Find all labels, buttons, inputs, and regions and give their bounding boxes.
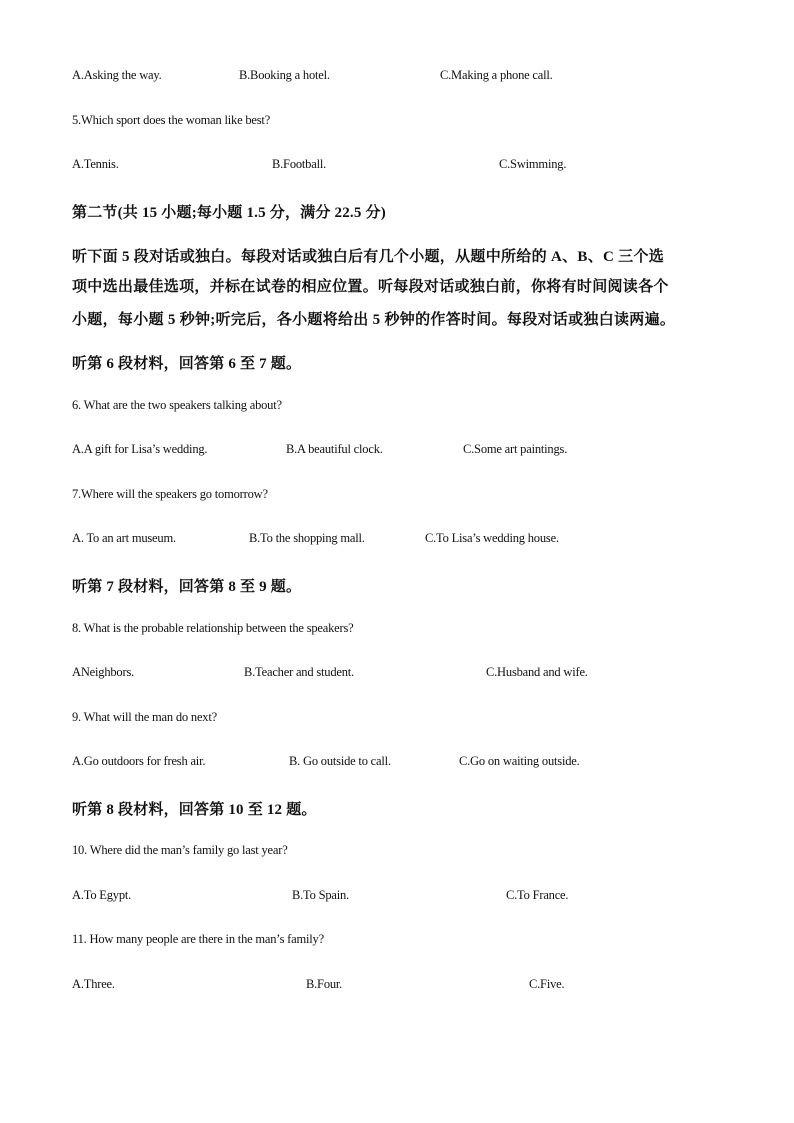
q9-question: 9. What will the man do next? — [72, 710, 217, 724]
section2-instructions-line1: 听下面 5 段对话或独白。每段对话或独白后有几个小题，从题中所给的 A、B、C 三个选 — [72, 249, 665, 265]
material6-heading: 听第 6 段材料，回答第 6 至 7 题。 — [72, 356, 302, 372]
q10-question: 10. Where did the man’s family go last year? — [72, 843, 288, 857]
q5-option-b: B.Football. — [272, 157, 327, 171]
q6-question: 6. What are the two speakers talking about? — [72, 398, 282, 412]
q4-option-b: B.Booking a hotel. — [239, 68, 330, 82]
q9-option-a: A.Go outdoors for fresh air. — [72, 754, 206, 768]
q11-option-a: A.Three. — [72, 977, 115, 991]
q11-option-c: C.Five. — [529, 977, 565, 991]
material7-heading: 听第 7 段材料，回答第 8 至 9 题。 — [72, 579, 302, 595]
q10-option-c: C.To France. — [506, 888, 569, 902]
q9-option-b: B. Go outside to call. — [289, 754, 391, 768]
q11-question: 11. How many people are there in the man’s family? — [72, 932, 324, 946]
q5-question: 5.Which sport does the woman like best? — [72, 113, 271, 127]
q7-question: 7.Where will the speakers go tomorrow? — [72, 487, 268, 501]
q4-option-a: A.Asking the way. — [72, 68, 162, 82]
q5-option-c: C.Swimming. — [499, 157, 567, 171]
section2-title: 第二节(共 15 小题;每小题 1.5 分，满分 22.5 分) — [72, 205, 386, 221]
q8-option-c: C.Husband and wife. — [486, 665, 588, 679]
q9-option-c: C.Go on waiting outside. — [459, 754, 580, 768]
q6-option-c: C.Some art paintings. — [463, 442, 568, 456]
q8-option-a: ANeighbors. — [72, 665, 135, 679]
q6-option-a: A.A gift for Lisa’s wedding. — [72, 442, 208, 456]
material8-heading: 听第 8 段材料，回答第 10 至 12 题。 — [72, 802, 317, 818]
q7-option-b: B.To the shopping mall. — [249, 531, 365, 545]
q8-question: 8. What is the probable relationship between the speakers? — [72, 621, 354, 635]
q4-option-c: C.Making a phone call. — [440, 68, 553, 82]
q5-option-a: A.Tennis. — [72, 157, 119, 171]
q7-option-a: A. To an art museum. — [72, 531, 176, 545]
q10-option-b: B.To Spain. — [292, 888, 349, 902]
section2-instructions-line3: 小题，每小题 5 秒钟;听完后，各小题将给出 5 秒钟的作答时间。每段对话或独白读两遍。 — [72, 312, 676, 328]
q6-option-b: B.A beautiful clock. — [286, 442, 383, 456]
q10-option-a: A.To Egypt. — [72, 888, 132, 902]
q7-option-c: C.To Lisa’s wedding house. — [425, 531, 559, 545]
section2-instructions-line2: 项中选出最佳选项，并标在试卷的相应位置。听每段对话或独白前，你将有时间阅读各个 — [72, 279, 669, 295]
q11-option-b: B.Four. — [306, 977, 343, 991]
q8-option-b: B.Teacher and student. — [244, 665, 354, 679]
